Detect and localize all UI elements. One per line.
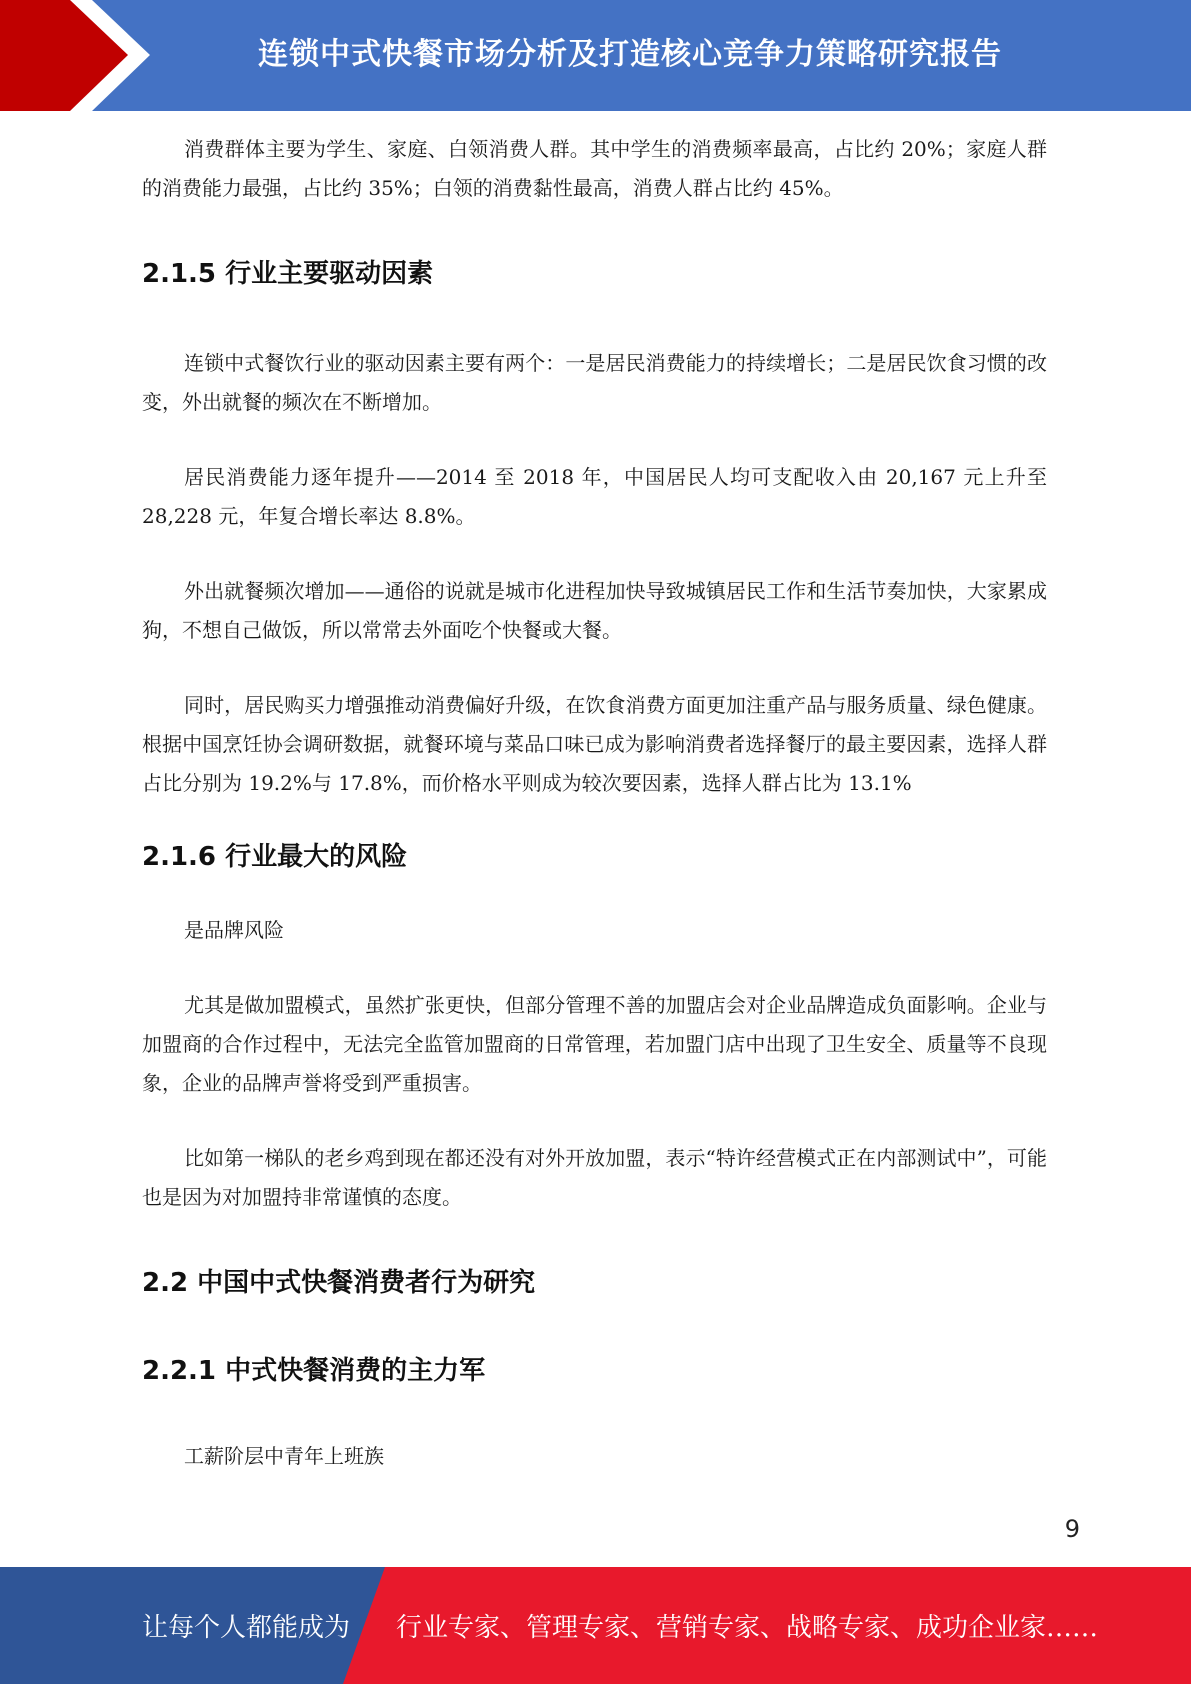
paragraph-dining-out: 外出就餐频次增加——通俗的说就是城市化进程加快导致城镇居民工作和生活节奏加快，大家累成狗，不想自己做饭，所以常常去外面吃个快餐或大餐。 [142, 579, 1047, 642]
paragraph-income-growth: 居民消费能力逐年提升——2014 至 2018 年，中国居民人均可支配收入由 20,167 元上升至 28,228 元，年复合增长率达 8.8%。 [142, 465, 1047, 528]
heading-2-1-6: 2.1.6 行业最大的风险 [142, 842, 408, 872]
page-footer [0, 1567, 1191, 1684]
page-number: 9 [1064, 1515, 1080, 1543]
page-body [142, 130, 1047, 1476]
footer-slogan-left: 让每个人都能成为 [142, 1613, 351, 1643]
footer-slogan-right: 行业专家、管理专家、营销专家、战略专家、成功企业家…… [396, 1613, 1099, 1643]
paragraph-franchise-risk: 尤其是做加盟模式，虽然扩张更快，但部分管理不善的加盟店会对企业品牌造成负面影响。企业与加盟商的合作过程中，无法完全监管加盟商的日常管理，若加盟门店中出现了卫生安全、质量等不良现象，企业的品牌声誉将受到严重损害。 [142, 993, 1047, 1095]
paragraph-consumer-groups: 消费群体主要为学生、家庭、白领消费人群。其中学生的消费频率最高，占比约 20%；家庭人群的消费能力最强，占比约 35%；白领的消费黏性最高，消费人群占比约 45%。 [142, 137, 1047, 200]
paragraph-laoxiangji-example: 比如第一梯队的老乡鸡到现在都还没有对外开放加盟，表示“特许经营模式正在内部测试中”，可能也是因为对加盟持非常谨慎的态度。 [142, 1146, 1047, 1209]
page-header [0, 0, 1191, 111]
paragraph-drivers: 连锁中式餐饮行业的驱动因素主要有两个：一是居民消费能力的持续增长；二是居民饮食习惯的改变，外出就餐的频次在不断增加。 [142, 351, 1047, 414]
heading-2-2: 2.2 中国中式快餐消费者行为研究 [142, 1268, 536, 1298]
paragraph-main-consumers: 工薪阶层中青年上班族 [184, 1444, 384, 1468]
heading-2-1-5: 2.1.5 行业主要驱动因素 [142, 259, 434, 289]
paragraph-consumption-upgrade: 同时，居民购买力增强推动消费偏好升级，在饮食消费方面更加注重产品与服务质量、绿色健康。根据中国烹饪协会调研数据，就餐环境与菜品口味已成为影响消费者选择餐厅的最主要因素，选择人群占比分别为 19.2%与 17.8%，而价格水平则成为较次要因素，选择人群占比为 13.1% [142, 693, 1047, 795]
report-title: 连锁中式快餐市场分析及打造核心竞争力策略研究报告 [258, 37, 1002, 72]
paragraph-brand-risk: 是品牌风险 [184, 918, 284, 942]
heading-2-2-1: 2.2.1 中式快餐消费的主力军 [142, 1356, 486, 1386]
